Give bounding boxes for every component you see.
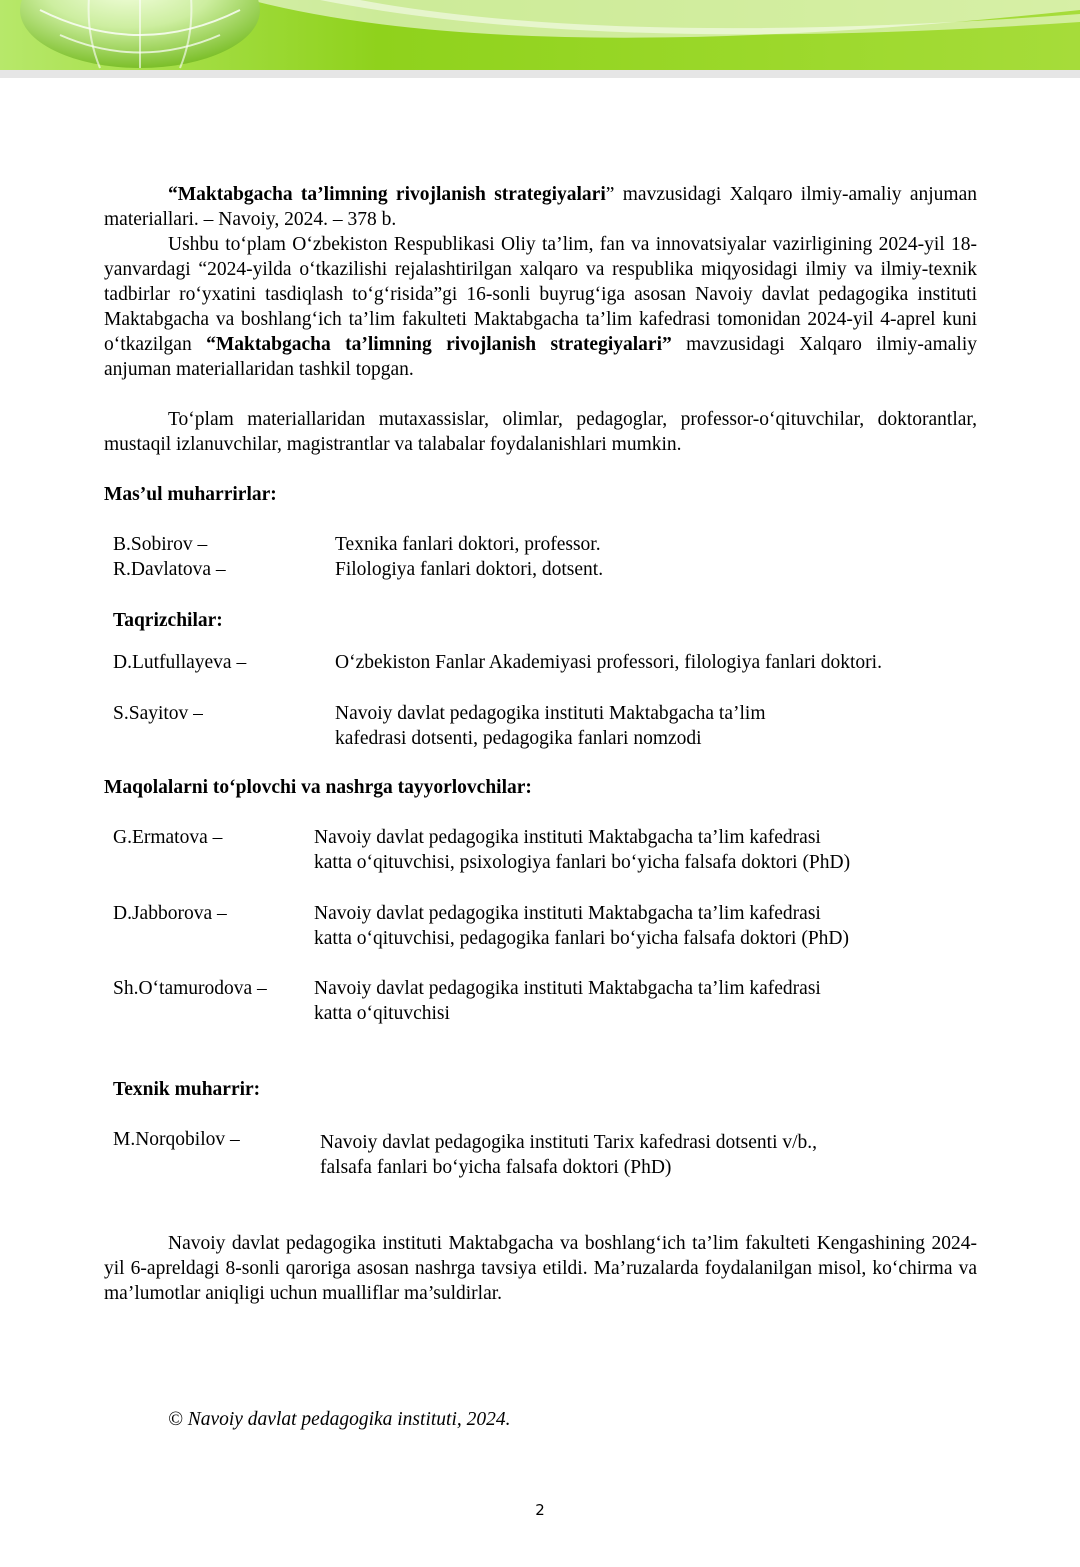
intro-text: ” mavzusidagi Xalqaro ilmiy-amaliy anjuman materiallari. – Navoiy, 2024. – 378 b.	[104, 184, 977, 230]
compiler-desc-line2: katta o‘qituvchisi, pedagogika fanlari bo‘yicha falsafa doktori (PhD)	[314, 928, 849, 949]
reviewers-heading: Taqrizchilar:	[113, 610, 223, 631]
copyright-notice: © Navoiy davlat pedagogika instituti, 2024.	[168, 1409, 511, 1430]
compiler-desc: Navoiy davlat pedagogika instituti Maktabgacha ta’lim kafedrasi	[314, 827, 821, 848]
editor-name: B.Sobirov –	[113, 534, 208, 555]
approval-paragraph: Navoiy davlat pedagogika instituti Maktabgacha va boshlang‘ich ta’lim fakulteti Kengashining 2024-yil 6-apreldagi 8-sonli qaroriga asosan nashrga tavsiya etildi. Ma’ruzalarda foydalanilgan misol, ko‘chirma va ma’lumotlar aniqligi uchun mualliflar ma’suldirlar.	[104, 1233, 977, 1304]
compiler-desc: Navoiy davlat pedagogika instituti Maktabgacha ta’lim kafedrasi	[314, 903, 821, 924]
tech-editor-name: M.Norqobilov –	[113, 1129, 240, 1150]
compiler-desc-line2: katta o‘qituvchisi, psixologiya fanlari bo‘yicha falsafa doktori (PhD)	[314, 852, 851, 873]
editor-desc: Filologiya fanlari doktori, dotsent.	[335, 559, 604, 580]
reviewer-name: D.Lutfullayeva –	[113, 652, 247, 673]
compiler-desc: Navoiy davlat pedagogika instituti Maktabgacha ta’lim kafedrasi	[314, 978, 821, 999]
intro-paragraph	[104, 182, 977, 232]
tech-editor-heading: Texnik muharrir:	[113, 1079, 261, 1100]
reviewer-name: S.Sayitov –	[113, 703, 203, 724]
audience-paragraph: To‘plam materiallaridan mutaxassislar, olimlar, pedagoglar, professor-o‘qituvchilar, doktorantlar, mustaqil izlanuvchilar, magistrantlar va talabalar foydalanishlari mumkin.	[104, 409, 977, 455]
compiler-desc-line2: katta o‘qituvchisi	[314, 1003, 450, 1024]
compiler-name: G.Ermatova –	[113, 827, 223, 848]
reviewer-desc-line2: kafedrasi dotsenti, pedagogika fanlari nomzodi	[335, 728, 702, 749]
compiler-name: Sh.O‘tamurodova –	[113, 978, 267, 999]
intro-title: “Maktabgacha ta’limning rivojlanish strategiyalari	[168, 184, 606, 205]
editor-name: R.Davlatova –	[113, 559, 226, 580]
description-text-end: mavzusidagi Xalqaro ilmiy-amaliy anjuman materiallaridan tashkil topgan.	[104, 334, 977, 380]
compiler-name: D.Jabborova –	[113, 903, 227, 924]
reviewer-desc: O‘zbekiston Fanlar Akademiyasi professori, filologiya fanlari doktori.	[335, 652, 882, 673]
page-number: 2	[535, 1501, 545, 1519]
tech-editor-desc: Navoiy davlat pedagogika instituti Tarix kafedrasi dotsenti v/b.,	[320, 1132, 818, 1153]
reviewer-desc: Navoiy davlat pedagogika instituti Maktabgacha ta’lim	[335, 703, 766, 724]
tech-editor-desc-line2: falsafa fanlari bo‘yicha falsafa doktori (PhD)	[320, 1157, 672, 1178]
compilers-heading: Maqolalarni to‘plovchi va nashrga tayyorlovchilar:	[104, 777, 532, 798]
description-paragraph	[104, 232, 977, 382]
header-banner	[0, 0, 1080, 78]
editor-desc: Texnika fanlari doktori, professor.	[335, 534, 601, 555]
description-title: “Maktabgacha ta’limning rivojlanish strategiyalari”	[206, 334, 672, 355]
description-text: Ushbu to‘plam O‘zbekiston Respublikasi Oliy ta’lim, fan va innovatsiyalar vazirligining 2024-yil 18-yanvardagi “2024-yilda o‘tkazilishi rejalashtirilgan xalqaro va respublika miqyosidagi ilmiy va ilmiy-texnik tadbirlar ro‘yxatini tasdiqlash to‘g‘risida”gi 16-sonli buyrug‘iga asosan Navoiy davlat pedagogika instituti Maktabgacha va boshlang‘ich ta’lim fakulteti Maktabgacha ta’lim kafedrasi tomonidan 2024-yil 4-aprel kuni o‘tkazilgan	[104, 234, 977, 355]
editors-heading: Mas’ul muharrirlar:	[104, 484, 277, 505]
